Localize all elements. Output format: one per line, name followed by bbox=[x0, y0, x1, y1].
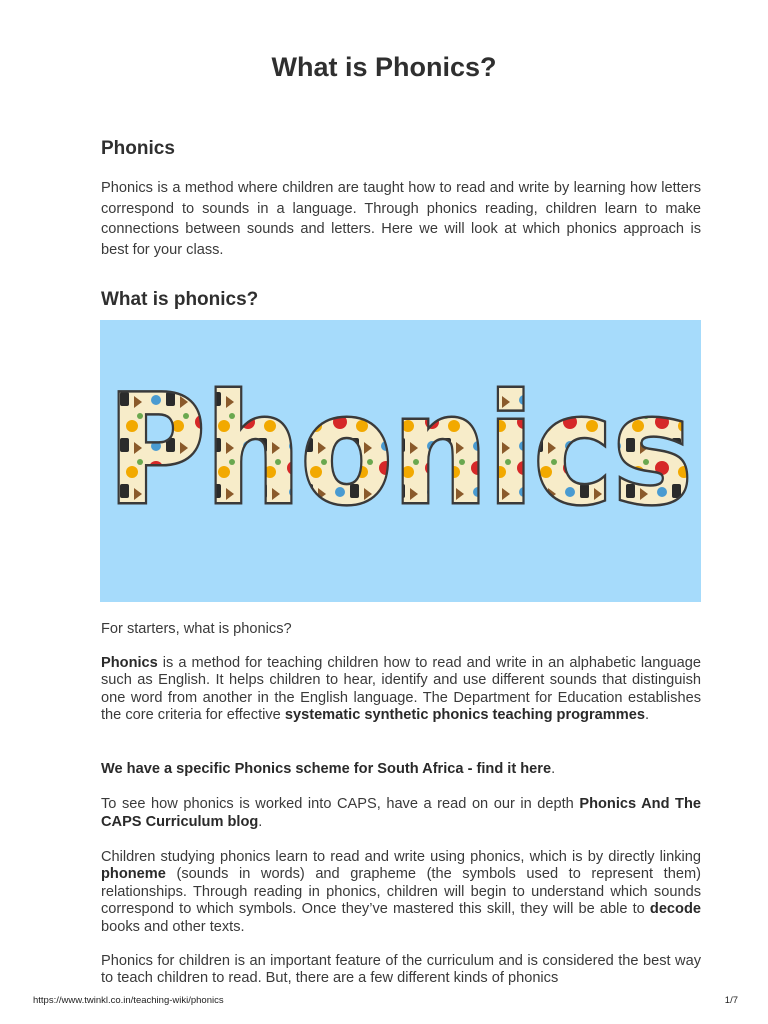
caps-blog-link[interactable]: Phonics And The CAPS Curriculum blog bbox=[101, 796, 701, 830]
phonics-term: Phonics bbox=[101, 655, 158, 671]
starters-paragraph: For starters, what is phonics? bbox=[101, 621, 292, 637]
children-text-2: (sounds in words) and grapheme (the symbols used to represent them) relationships. Through reading in phonics, children will begin to understand which sounds correspond to which symbols. Once they’ve mastered this skill, they will be able to bbox=[101, 866, 701, 918]
last-paragraph: Phonics for children is an important feature of the curriculum and is considered the best way to teach children to read. But, there are a few different kinds of phonics bbox=[101, 953, 701, 987]
south-africa-link[interactable]: We have a specific Phonics scheme for South Africa - find it here bbox=[101, 761, 552, 777]
phoneme-term: phoneme bbox=[101, 866, 166, 883]
south-africa-end: . bbox=[551, 761, 556, 777]
method-paragraph bbox=[101, 655, 701, 725]
section-heading-what-is-phonics: What is phonics? bbox=[101, 289, 259, 310]
children-paragraph bbox=[101, 849, 701, 936]
phonics-banner-image bbox=[100, 320, 701, 602]
caps-end: . bbox=[258, 814, 263, 830]
footer-url[interactable]: https://www.twinkl.co.in/teaching-wiki/phonics bbox=[33, 995, 224, 1006]
children-text-1: Children studying phonics learn to read and write using phonics, which is by directly linking bbox=[101, 849, 701, 865]
decode-link[interactable]: decode bbox=[649, 901, 701, 918]
intro-paragraph: Phonics is a method where children are taught how to read and write by learning how letters correspond to sounds in a language. Through phonics reading, children learn to make connections between sounds and letters. Here we will look at which phonics approach is best for your class. bbox=[101, 180, 701, 258]
south-africa-paragraph bbox=[101, 760, 701, 778]
caps-text: To see how phonics is worked into CAPS, have a read on our in depth bbox=[101, 796, 580, 812]
phonics-word: Phonics bbox=[107, 364, 693, 538]
method-end: . bbox=[644, 707, 650, 724]
sspt-link[interactable]: systematic synthetic phonics teaching programmes bbox=[284, 707, 645, 724]
footer-page-number: 1/7 bbox=[724, 995, 738, 1006]
page-title: What is Phonics? bbox=[271, 52, 497, 82]
children-text-3: books and other texts. bbox=[101, 918, 245, 935]
phonics-lettering bbox=[100, 320, 701, 602]
method-text: is a method for teaching children how to read and write in an alphabetic language such as English. It helps children to hear, identify and use different sounds that distinguish one word from another in the English language. The Department for Education establishes the core criteria for effective bbox=[101, 655, 701, 724]
section-heading-phonics: Phonics bbox=[101, 138, 175, 159]
caps-paragraph bbox=[101, 795, 701, 831]
